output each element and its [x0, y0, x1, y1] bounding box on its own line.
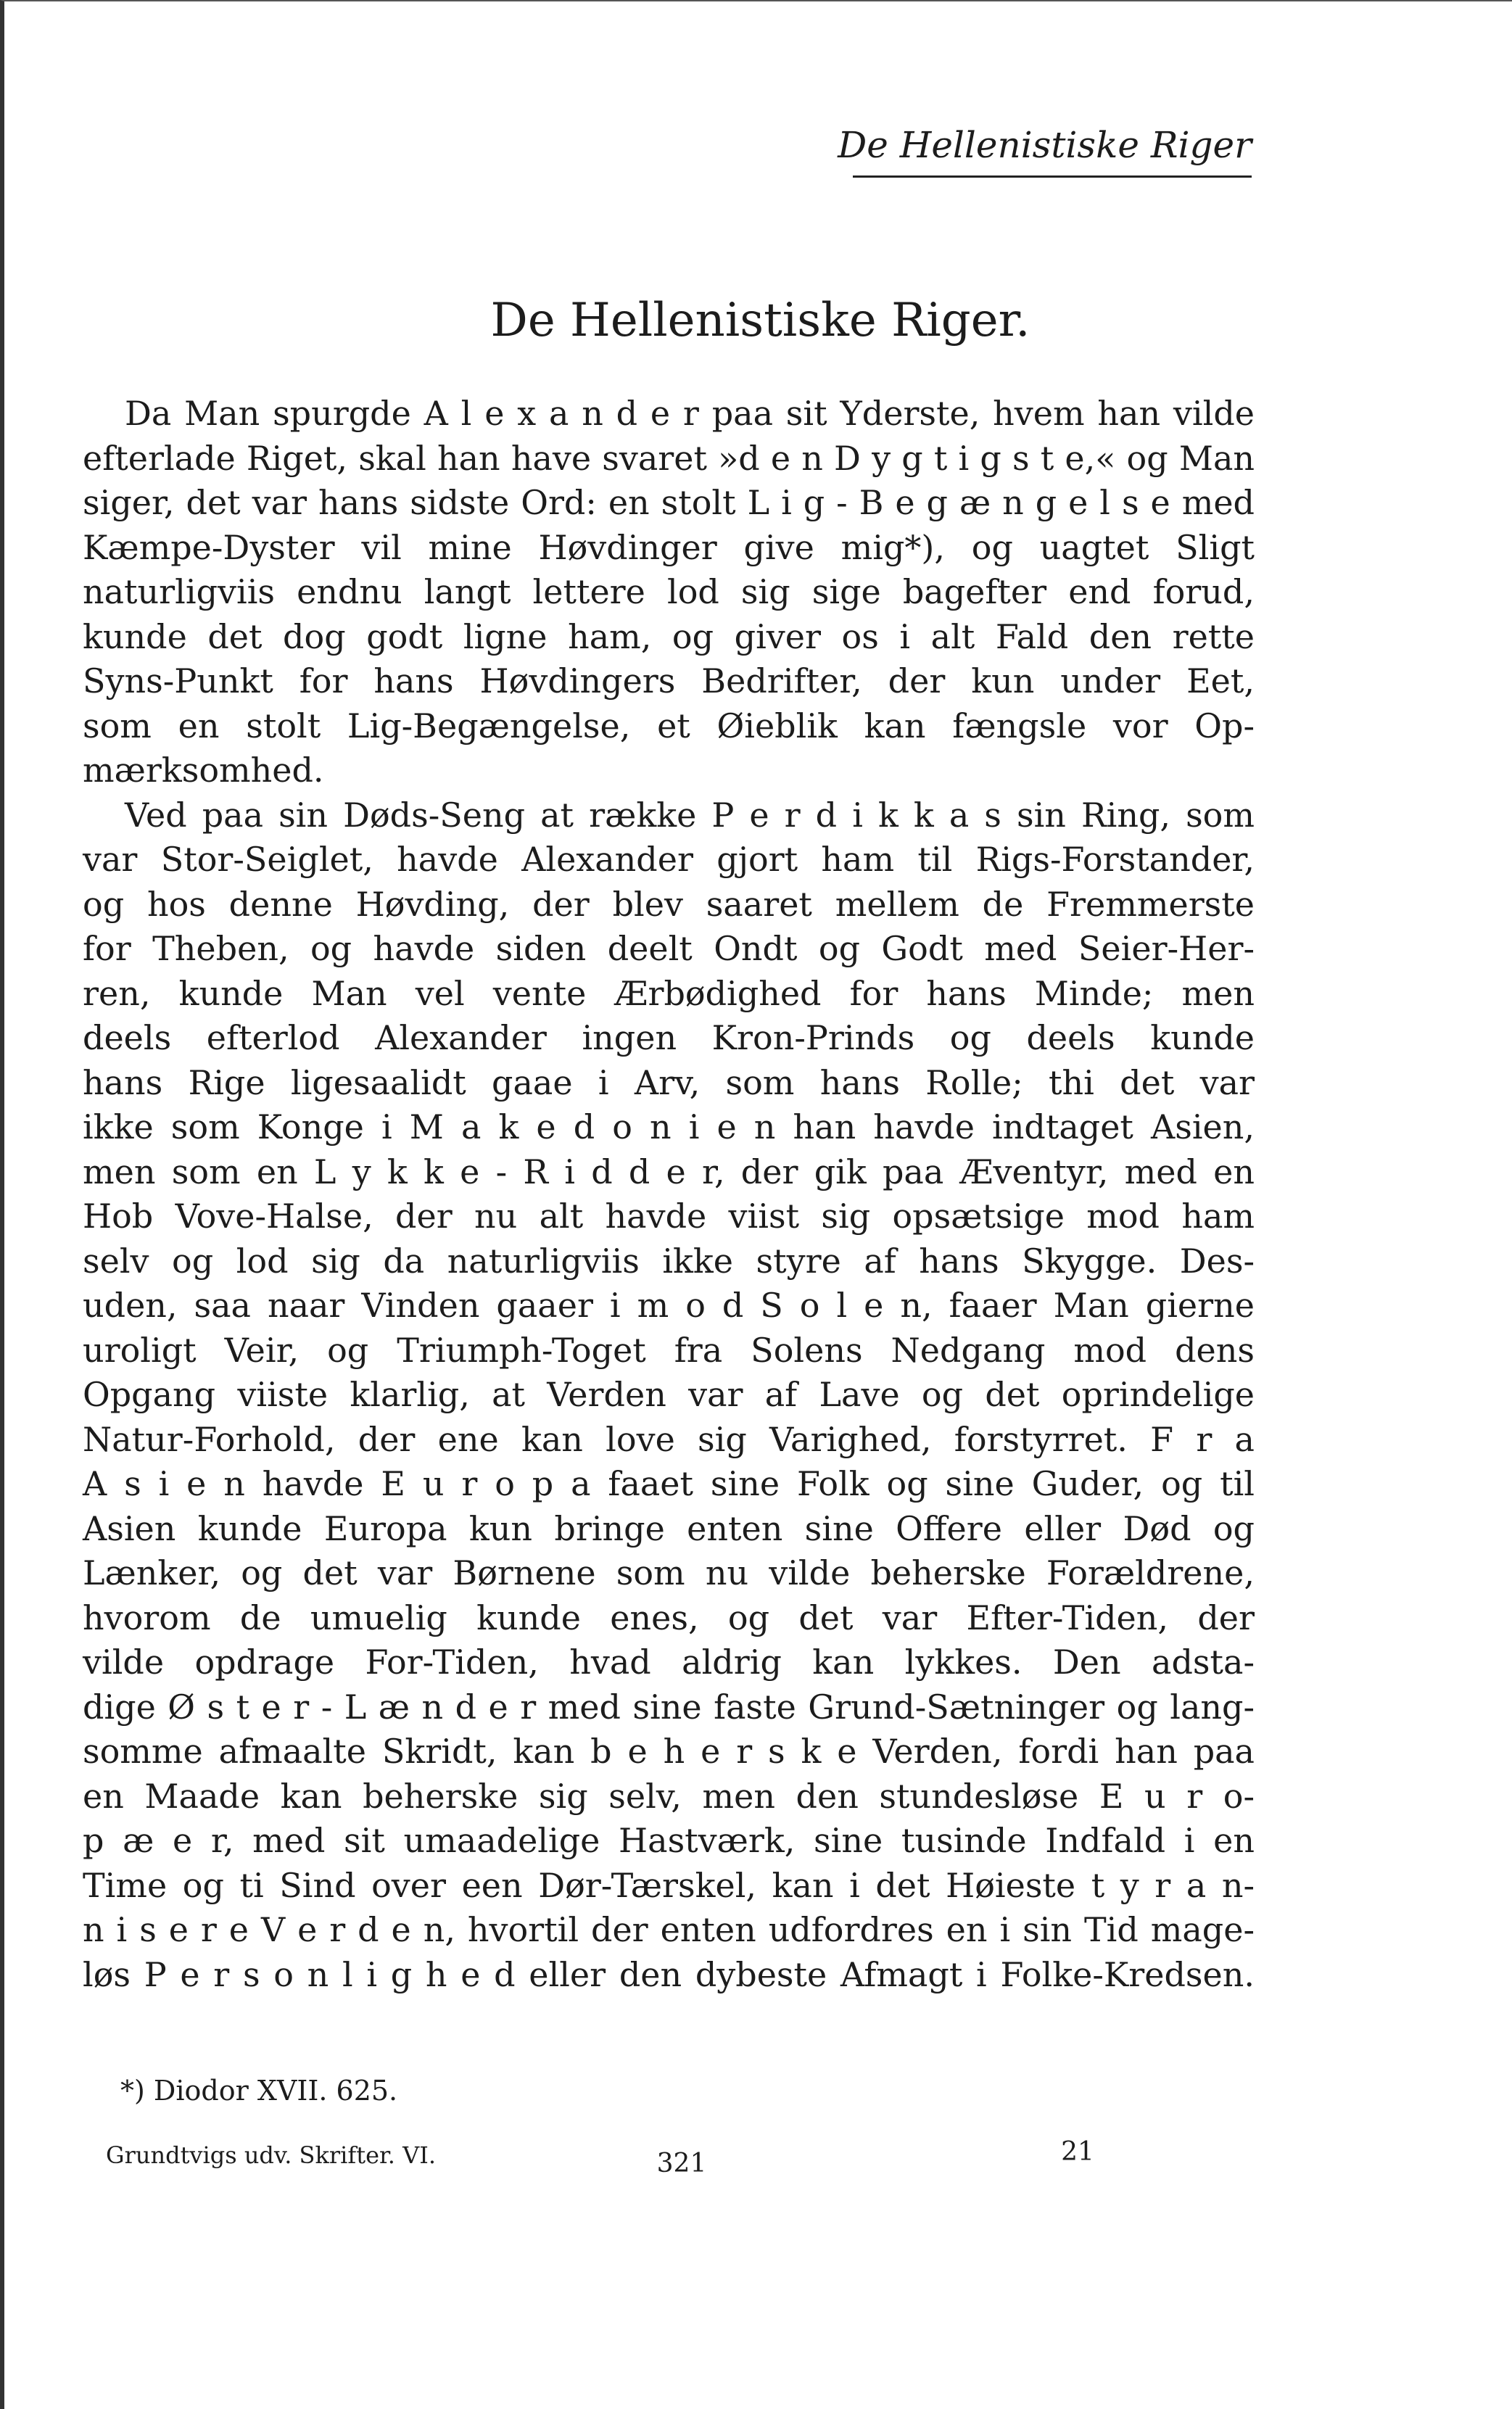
text-line: Lænker, og det var Børnene som nu vilde beherske Forældrene,: [83, 1553, 1255, 1592]
footnote: *) Diodor XVII. 625.: [120, 2075, 398, 2107]
text-line: somme afmaalte Skridt, kan b e h e r s k e Verden, fordi han paa: [83, 1732, 1255, 1771]
running-title-underline: [853, 175, 1252, 178]
text-line: Ved paa sin Døds-Seng at række P e r d i k k a s sin Ring, som: [125, 795, 1255, 835]
text-line: og hos denne Høvding, der blev saaret mellem de Fremmerste: [83, 884, 1255, 924]
page-number: 321: [656, 2149, 707, 2178]
paragraph-1: [83, 392, 1255, 793]
text-line: Opgang viiste klarlig, at Verden var af Lave og det oprindelige: [83, 1375, 1255, 1414]
text-line: men som en L y k k e - R i d d e r, der gik paa Æventyr, med en: [83, 1152, 1255, 1191]
text-line: Asien kunde Europa kun bringe enten sine Offere eller Død og: [83, 1508, 1255, 1548]
text-line: hans Rige ligesaalidt gaae i Arv, som hans Rolle; thi det var: [83, 1062, 1255, 1102]
paragraph-2: [83, 793, 1255, 1998]
text-line: som en stolt Lig-Begængelse, et Øieblik kan fængsle vor Op-: [83, 706, 1255, 745]
text-line: siger, det var hans sidste Ord: en stolt L i g - B e g æ n g e l s e med: [83, 483, 1255, 522]
text-line: Time og ti Sind over een Dør-Tærskel, kan i det Høieste t y r a n-: [83, 1865, 1255, 1905]
printer-signature: Grundtvigs udv. Skrifter. VI.: [106, 2141, 437, 2169]
sheet-number: 21: [1061, 2137, 1094, 2167]
text-line: vilde opdrage For-Tiden, hvad aldrig kan lykkes. Den adsta-: [83, 1642, 1255, 1682]
text-line: uden, saa naar Vinden gaaer i m o d S o l e n, faaer Man gierne: [83, 1286, 1255, 1325]
text-line: Natur-Forhold, der ene kan love sig Varighed, forstyrret. F r a: [83, 1419, 1255, 1459]
text-line: Hob Vove-Halse, der nu alt havde viist sig opsætsige mod ham: [83, 1197, 1255, 1236]
text-line: dige Ø s t e r - L æ n d e r med sine faste Grund-Sætninger og lang-: [83, 1687, 1255, 1727]
text-line: n i s e r e V e r d e n, hvortil der enten udfordres en i sin Tid mage-: [83, 1910, 1255, 1949]
text-line: naturligviis endnu langt lettere lod sig sige bagefter end forud,: [83, 572, 1255, 611]
running-title: De Hellenistiske Riger: [838, 124, 1252, 166]
text-line: mærksomhed.: [83, 751, 324, 790]
text-line: en Maade kan beherske sig selv, men den stundesløse E u r o-: [83, 1776, 1255, 1816]
text-line: efterlade Riget, skal han have svaret »d e n D y g t i g s t e,« og Man: [83, 438, 1255, 478]
text-line: hvorom de umuelig kunde enes, og det var Efter-Tiden, der: [83, 1598, 1255, 1637]
text-line: uroligt Veir, og Triumph-Toget fra Solens Nedgang mod dens: [83, 1330, 1255, 1370]
text-line: Da Man spurgde A l e x a n d e r paa sit Yderste, hvem han vilde: [125, 394, 1255, 433]
text-line: p æ e r, med sit umaadelige Hastværk, sine tusinde Indfald i en: [83, 1821, 1255, 1860]
text-line: selv og lod sig da naturligviis ikke styre af hans Skygge. Des-: [83, 1241, 1255, 1281]
chapter-title: De Hellenistiske Riger.: [490, 294, 1030, 347]
text-line: kunde det dog godt ligne ham, og giver os i alt Fald den rette: [83, 616, 1255, 656]
body-text: [83, 392, 1255, 1997]
text-line: var Stor-Seiglet, havde Alexander gjort ham til Rigs-Forstander,: [83, 840, 1255, 879]
text-line: A s i e n havde E u r o p a faaet sine Folk og sine Guder, og til: [83, 1464, 1255, 1503]
text-line: Kæmpe-Dyster vil mine Høvdinger give mig*), og uagtet Sligt: [83, 527, 1255, 567]
text-line: ikke som Konge i M a k e d o n i e n han havde indtaget Asien,: [83, 1107, 1255, 1146]
text-line: ren, kunde Man vel vente Ærbødighed for hans Minde; men: [83, 973, 1255, 1013]
text-line: Syns-Punkt for hans Høvdingers Bedrifter, der kun under Eet,: [83, 661, 1255, 701]
text-line: deels efterlod Alexander ingen Kron-Prinds og deels kunde: [83, 1018, 1255, 1057]
text-line: for Theben, og havde siden deelt Ondt og Godt med Seier-Her-: [83, 929, 1255, 968]
text-line: løs P e r s o n l i g h e d eller den dybeste Afmagt i Folke-Kredsen.: [83, 1954, 1255, 1994]
